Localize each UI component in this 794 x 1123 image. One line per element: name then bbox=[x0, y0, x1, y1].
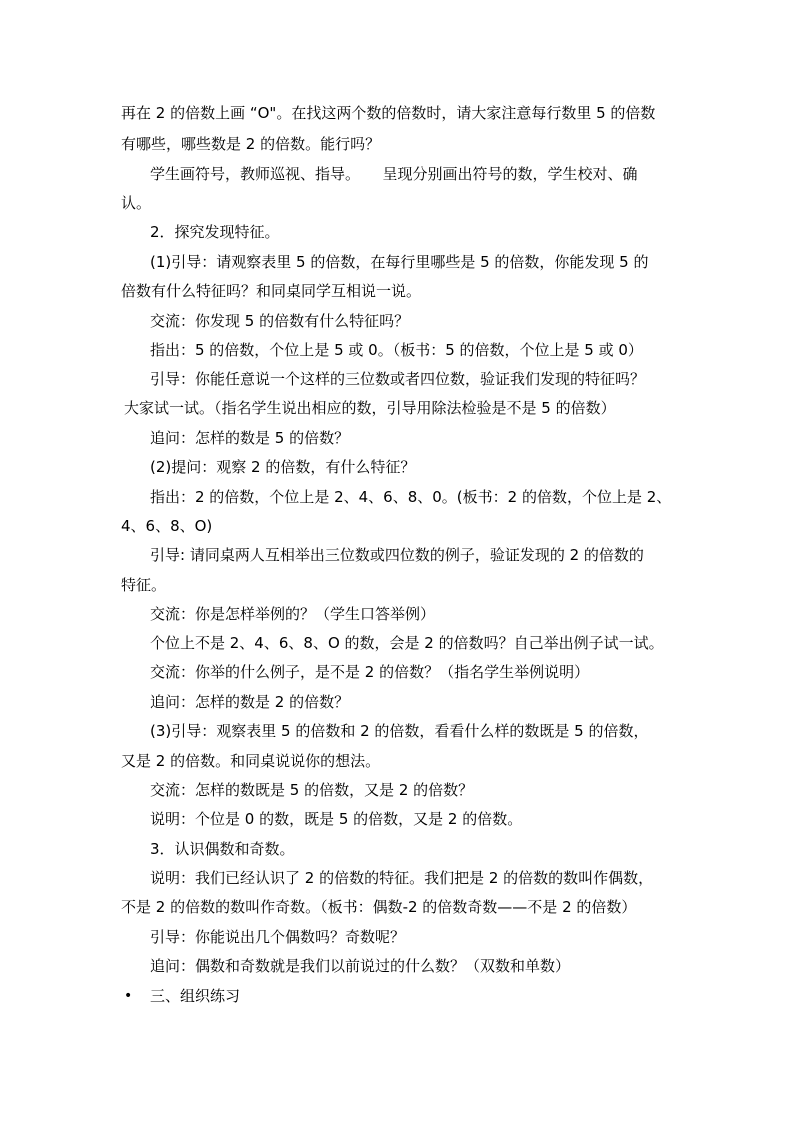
text-line-23: 又是 2 的倍数。和同桌说说你的想法。 bbox=[121, 752, 381, 770]
text-line-12: 追问：怎样的数是 5 的倍数？ bbox=[150, 429, 350, 447]
text-line-30: 追问：偶数和奇数就是我们以前说过的什么数？（双数和单数） bbox=[150, 957, 571, 975]
text-line-2: 有哪些，哪些数是 2 的倍数。能行吗？ bbox=[121, 135, 381, 153]
section-heading-3: 3．认识偶数和奇数。 bbox=[150, 840, 295, 858]
text-line-10: 引导：你能任意说一个这样的三位数或者四位数，验证我们发现的特征吗？ bbox=[150, 370, 646, 388]
text-line-8: 交流：你发现 5 的倍数有什么特征吗？ bbox=[150, 312, 410, 330]
text-line-9: 指出：5 的倍数，个位上是 5 或 0。（板书：5 的倍数，个位上是 5 或 0） bbox=[150, 341, 643, 359]
text-line-16: 引导: 请同桌两人互相举出三位数或四位数的例子，验证发现的 2 的倍数的 bbox=[150, 546, 644, 564]
text-line-24: 交流：怎样的数既是 5 的倍数，又是 2 的倍数？ bbox=[150, 781, 474, 799]
text-line-7: 倍数有什么特征吗？和同桌同学互相说一说。 bbox=[121, 282, 422, 300]
list-bullet: • bbox=[124, 988, 133, 1004]
text-line-19: 个位上不是 2、4、6、8、O 的数，会是 2 的倍数吗？自己举出例子试一试。 bbox=[150, 634, 664, 652]
text-line-21: 追问：怎样的数是 2 的倍数？ bbox=[150, 693, 350, 711]
text-line-3: 学生画符号，教师巡视、指导。 呈现分别画出符号的数，学生校对、确 bbox=[150, 165, 638, 183]
text-line-6: (1)引导：请观察表里 5 的倍数，在每行里哪些是 5 的倍数，你能发现 5 的 bbox=[150, 253, 649, 271]
text-line-28: 不是 2 的倍数的数叫作奇数。（板书：偶数-2 的倍数奇数——不是 2 的倍数） bbox=[121, 898, 637, 916]
text-line-29: 引导：你能说出几个偶数吗？奇数呢？ bbox=[150, 928, 406, 946]
text-line-15: 4、6、8、O) bbox=[121, 517, 213, 535]
text-line-1: 再在 2 的倍数上画 “O"。在找这两个数的倍数时，请大家注意每行数里 5 的倍数 bbox=[121, 104, 656, 122]
text-line-13: (2)提问：观察 2 的倍数，有什么特征？ bbox=[150, 458, 416, 476]
text-line-18: 交流：你是怎样举例的？（学生口答举例） bbox=[150, 605, 436, 623]
section-heading-2: 2．探究发现特征。 bbox=[150, 223, 280, 241]
text-line-27: 说明：我们已经认识了 2 的倍数的特征。我们把是 2 的倍数的数叫作偶数， bbox=[150, 869, 654, 887]
text-line-25: 说明：个位是 0 的数，既是 5 的倍数，又是 2 的倍数。 bbox=[150, 810, 523, 828]
section-heading-organize-practice: 三、组织练习 bbox=[150, 987, 241, 1005]
text-line-11: 大家试一试。（指名学生说出相应的数，引导用除法检验是不是 5 的倍数） bbox=[124, 399, 616, 417]
text-line-20: 交流：你举的什么例子，是不是 2 的倍数？（指名学生举例说明） bbox=[150, 663, 590, 681]
text-line-17: 特征。 bbox=[121, 576, 167, 594]
text-line-4: 认。 bbox=[121, 194, 152, 212]
text-line-22: (3)引导：观察表里 5 的倍数和 2 的倍数，看看什么样的数既是 5 的倍数， bbox=[150, 722, 649, 740]
text-line-14: 指出：2 的倍数，个位上是 2、4、6、8、0。(板书：2 的倍数，个位上是 2、 bbox=[150, 488, 672, 506]
